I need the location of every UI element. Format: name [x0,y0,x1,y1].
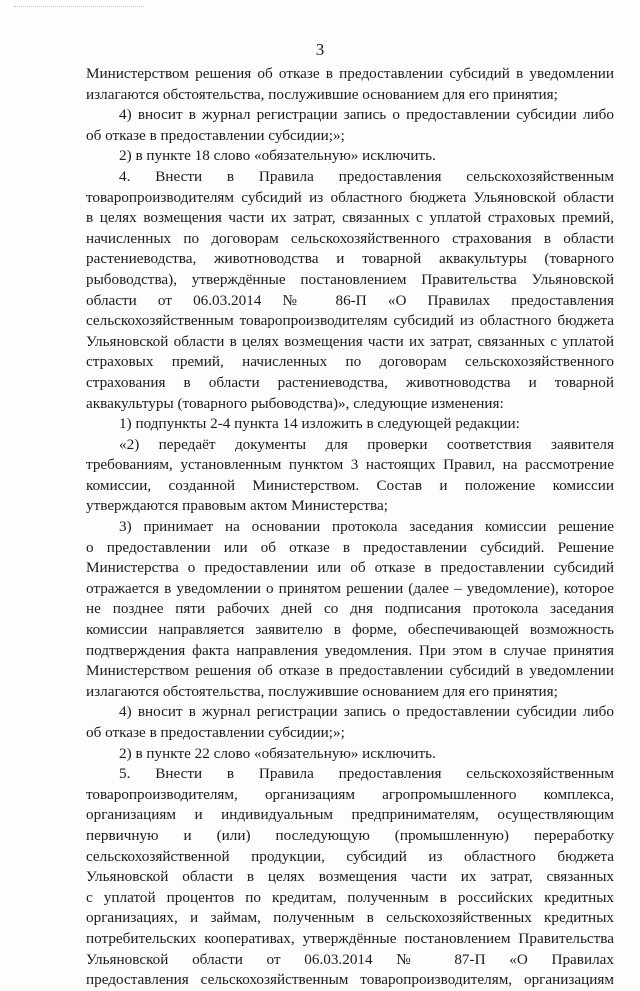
text-line: отражается в уведомлении о принятом решении (далее – уведомление), которое [86,579,614,597]
text-line: об отказе в предоставлении субсидии;»; [86,126,345,144]
text-line: 1) подпункты 2-4 пункта 14 изложить в следующей редакции: [119,415,520,433]
text-line: 4) вносит в журнал регистрации запись о предоставлении субсидии либо [119,106,614,124]
text-line: в целях возмещения части их затрат, связанных с уплатой страховых премий, [86,209,614,227]
text-line: сельскохозяйственной продукции, субсидий из областного бюджета [86,847,614,865]
text-line: излагаются обстоятельства, послужившие основанием для его принятия; [86,85,558,103]
text-line: первичную и (или) последующую (промышленную) переработку [86,826,614,844]
text-line: с уплатой процентов по кредитам, полученным в российских кредитных [86,888,614,906]
text-line: 2) в пункте 22 слово «обязательную» исключить. [119,744,436,762]
text-line: растениеводства, животноводства и товарной аквакультуры (товарного [86,250,614,268]
text-line: 2) в пункте 18 слово «обязательную» исключить. [119,147,436,165]
text-line: предоставления сельскохозяйственным товаропроизводителям, организациям [86,971,614,989]
page-number: 3 [315,40,325,59]
text-line: страховых премий, начисленных по договорам сельскохозяйственного [86,353,614,371]
text-line: комиссии, созданной Министерством. Состав и положение комиссии [86,476,614,494]
text-line: комиссии направляется заявителю в форме, обеспечивающей возможность [86,621,614,639]
text-line: товаропроизводителям субсидий из областного бюджета Ульяновской области [86,188,614,206]
text-line: 4. Внести в Правила предоставления сельскохозяйственным [119,167,614,185]
text-line: об отказе в предоставлении субсидии;»; [86,724,345,741]
scan-artifact [14,6,144,13]
text-line: требованиям, установленным пунктом 3 настоящих Правил, на рассмотрение [86,456,614,474]
text-line: потребительских кооперативах, утверждённые постановлением Правительства [86,929,614,947]
text-line: о предоставлении или об отказе в предоставлении субсидий. Решение [86,538,614,556]
text-line: Министерством решения об отказе в предоставлении субсидий в уведомлении [86,65,614,82]
text-line: Ульяновской области в целях возмещения части их затрат, связанных с уплатой [86,332,614,350]
text-line: «2) передаёт документы для проверки соответствия заявителя [119,435,614,453]
text-line: начисленных по договорам сельскохозяйственного страхования в области [86,229,614,247]
text-line: области от 06.03.2014 № 86-П «О Правилах предоставления [86,291,614,309]
text-line: сельскохозяйственным товаропроизводителям субсидий из областного бюджета [86,312,614,330]
text-line: Ульяновской области в целях возмещения части их затрат, связанных [86,868,614,886]
text-line: 3) принимает на основании протокола заседания комиссии решение [119,518,614,536]
text-line: Ульяновской области от 06.03.2014 № 87-П «О Правилах [86,950,614,968]
text-line: товаропроизводителям, организациям агропромышленного комплекса, [86,785,614,803]
text-line: страхования в области растениеводства, животноводства и товарной [86,373,614,391]
text-line: подтверждения факта направления уведомления. При этом в случае принятия [86,641,614,659]
text-line: не позднее пяти рабочих дней со дня подписания протокола заседания [86,600,614,618]
text-line: 4) вносит в журнал регистрации запись о предоставлении субсидии либо [119,703,614,721]
text-line: Министерства о предоставлении или об отказе в предоставлении субсидий [86,559,614,577]
text-line: Министерством решения об отказе в предоставлении субсидий в уведомлении [86,662,614,680]
text-line: 5. Внести в Правила предоставления сельскохозяйственным [119,765,614,783]
text-line: рыбоводства), утверждённые постановлением Правительства Ульяновской [86,270,614,288]
text-line: организациям и индивидуальным предпринимателям, осуществляющим [86,806,614,824]
text-line: утверждаются правовым актом Министерства; [86,497,388,515]
text-line: организациях, и займам, полученным в сельскохозяйственных кредитных [86,909,614,927]
text-line: излагаются обстоятельства, послужившие основанием для его принятия; [86,682,558,700]
document-body [86,64,614,991]
text-line: аквакультуры (товарного рыбоводства)», следующие изменения: [86,394,504,412]
